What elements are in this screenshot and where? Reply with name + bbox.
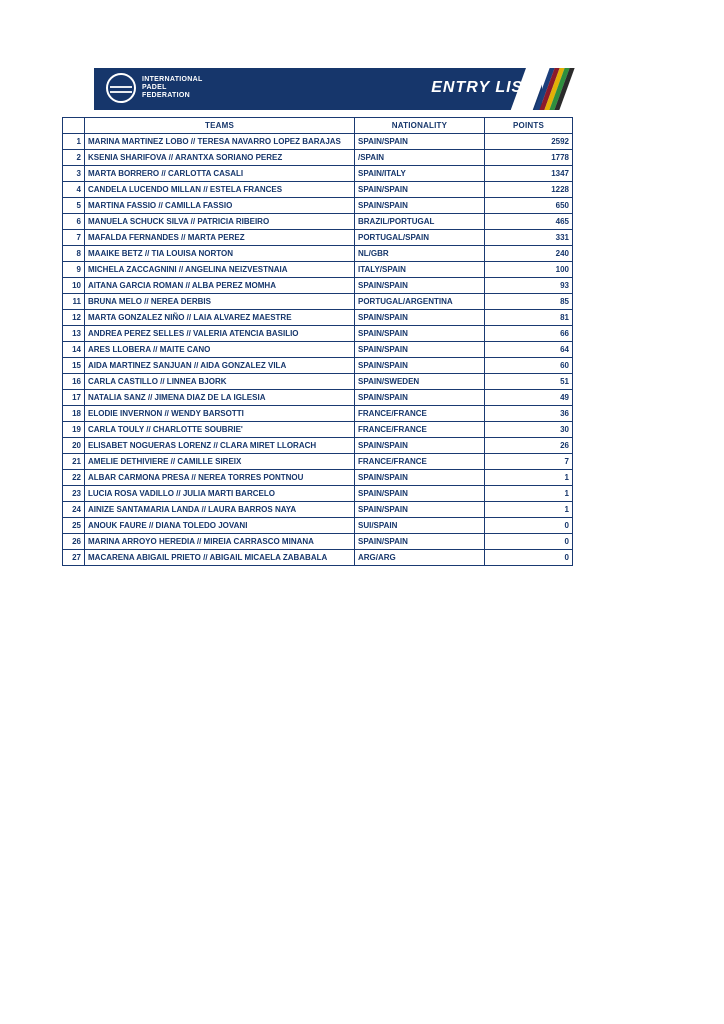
cell-team: MARTINA FASSIO // CAMILLA FASSIO (85, 198, 355, 214)
cell-rank: 11 (63, 294, 85, 310)
logo-line-1: INTERNATIONAL (142, 76, 203, 83)
table-body (63, 134, 573, 566)
cell-team: BRUNA MELO // NEREA DERBIS (85, 294, 355, 310)
cell-points: 51 (485, 374, 573, 390)
cell-nationality: SPAIN/SPAIN (355, 390, 485, 406)
table-row (63, 214, 573, 230)
cell-points: 26 (485, 438, 573, 454)
federation-logo (106, 73, 203, 103)
cell-rank: 7 (63, 230, 85, 246)
cell-points: 0 (485, 534, 573, 550)
cell-nationality: SPAIN/SPAIN (355, 198, 485, 214)
table-row (63, 470, 573, 486)
cell-nationality: SPAIN/SWEDEN (355, 374, 485, 390)
cell-nationality: SPAIN/SPAIN (355, 342, 485, 358)
cell-points: 650 (485, 198, 573, 214)
table-row (63, 374, 573, 390)
cell-rank: 25 (63, 518, 85, 534)
table-row (63, 166, 573, 182)
cell-team: AMELIE DETHIVIERE // CAMILLE SIREIX (85, 454, 355, 470)
cell-team: CARLA TOULY // CHARLOTTE SOUBRIE' (85, 422, 355, 438)
cell-nationality: /SPAIN (355, 150, 485, 166)
table-row (63, 502, 573, 518)
cell-points: 1 (485, 486, 573, 502)
cell-team: NATALIA SANZ // JIMENA DIAZ DE LA IGLESIA (85, 390, 355, 406)
table-row (63, 454, 573, 470)
cell-team: KSENIA SHARIFOVA // ARANTXA SORIANO PEREZ (85, 150, 355, 166)
cell-points: 1778 (485, 150, 573, 166)
cell-team: ALBAR CARMONA PRESA // NEREA TORRES PONTNOU (85, 470, 355, 486)
banner-color-stripes (542, 68, 572, 110)
cell-team: ANOUK FAURE // DIANA TOLEDO JOVANI (85, 518, 355, 534)
cell-team: MARTA BORRERO // CARLOTTA CASALI (85, 166, 355, 182)
cell-nationality: BRAZIL/PORTUGAL (355, 214, 485, 230)
cell-rank: 4 (63, 182, 85, 198)
cell-points: 1 (485, 470, 573, 486)
cell-team: AITANA GARCIA ROMAN // ALBA PEREZ MOMHA (85, 278, 355, 294)
cell-team: MAAIKE BETZ // TIA LOUISA NORTON (85, 246, 355, 262)
column-header-nationality: NATIONALITY (355, 118, 485, 134)
cell-points: 1228 (485, 182, 573, 198)
cell-nationality: FRANCE/FRANCE (355, 422, 485, 438)
globe-icon (106, 73, 136, 103)
cell-points: 331 (485, 230, 573, 246)
cell-points: 240 (485, 246, 573, 262)
cell-rank: 10 (63, 278, 85, 294)
cell-nationality: SPAIN/ITALY (355, 166, 485, 182)
cell-nationality: FRANCE/FRANCE (355, 454, 485, 470)
cell-points: 2592 (485, 134, 573, 150)
logo-line-3: FEDERATION (142, 92, 190, 99)
table-row (63, 134, 573, 150)
cell-nationality: SPAIN/SPAIN (355, 486, 485, 502)
cell-nationality: SPAIN/SPAIN (355, 534, 485, 550)
cell-team: AINIZE SANTAMARIA LANDA // LAURA BARROS NAYA (85, 502, 355, 518)
cell-nationality: ARG/ARG (355, 550, 485, 566)
cell-rank: 3 (63, 166, 85, 182)
table-row (63, 246, 573, 262)
cell-rank: 17 (63, 390, 85, 406)
column-header-rank (63, 118, 85, 134)
cell-nationality: SPAIN/SPAIN (355, 358, 485, 374)
entry-list-table (62, 117, 573, 566)
cell-rank: 24 (63, 502, 85, 518)
table-row (63, 342, 573, 358)
cell-team: ARES LLOBERA // MAITE CANO (85, 342, 355, 358)
cell-nationality: SUI/SPAIN (355, 518, 485, 534)
cell-team: MARINA ARROYO HEREDIA // MIREIA CARRASCO MINANA (85, 534, 355, 550)
column-header-teams: TEAMS (85, 118, 355, 134)
cell-nationality: SPAIN/SPAIN (355, 502, 485, 518)
federation-logo-text (142, 76, 203, 100)
logo-line-2: PADEL (142, 84, 167, 91)
cell-nationality: SPAIN/SPAIN (355, 310, 485, 326)
cell-rank: 19 (63, 422, 85, 438)
table-row (63, 230, 573, 246)
cell-points: 85 (485, 294, 573, 310)
column-header-points: POINTS (485, 118, 573, 134)
cell-team: CARLA CASTILLO // LINNEA BJORK (85, 374, 355, 390)
cell-points: 81 (485, 310, 573, 326)
cell-nationality: PORTUGAL/SPAIN (355, 230, 485, 246)
table-row (63, 262, 573, 278)
cell-points: 0 (485, 518, 573, 534)
cell-points: 1347 (485, 166, 573, 182)
table-row (63, 310, 573, 326)
table-header-row (63, 118, 573, 134)
table-row (63, 278, 573, 294)
cell-team: ANDREA PEREZ SELLES // VALERIA ATENCIA BASILIO (85, 326, 355, 342)
cell-rank: 5 (63, 198, 85, 214)
cell-team: ELISABET NOGUERAS LORENZ // CLARA MIRET LLORACH (85, 438, 355, 454)
cell-nationality: NL/GBR (355, 246, 485, 262)
table-row (63, 198, 573, 214)
cell-rank: 22 (63, 470, 85, 486)
cell-nationality: PORTUGAL/ARGENTINA (355, 294, 485, 310)
cell-nationality: SPAIN/SPAIN (355, 134, 485, 150)
cell-points: 0 (485, 550, 573, 566)
table-row (63, 550, 573, 566)
cell-rank: 27 (63, 550, 85, 566)
table-row (63, 406, 573, 422)
cell-rank: 23 (63, 486, 85, 502)
cell-nationality: SPAIN/SPAIN (355, 326, 485, 342)
table-row (63, 534, 573, 550)
cell-rank: 13 (63, 326, 85, 342)
cell-points: 49 (485, 390, 573, 406)
cell-nationality: SPAIN/SPAIN (355, 182, 485, 198)
cell-nationality: ITALY/SPAIN (355, 262, 485, 278)
cell-rank: 6 (63, 214, 85, 230)
cell-points: 100 (485, 262, 573, 278)
table-row (63, 486, 573, 502)
cell-rank: 16 (63, 374, 85, 390)
cell-rank: 12 (63, 310, 85, 326)
cell-nationality: FRANCE/FRANCE (355, 406, 485, 422)
cell-points: 465 (485, 214, 573, 230)
table-row (63, 182, 573, 198)
cell-rank: 1 (63, 134, 85, 150)
cell-rank: 15 (63, 358, 85, 374)
header-banner (94, 68, 572, 110)
cell-points: 1 (485, 502, 573, 518)
table-row (63, 150, 573, 166)
cell-rank: 21 (63, 454, 85, 470)
page-title: ENTRY LIST (431, 79, 534, 96)
cell-rank: 26 (63, 534, 85, 550)
table-row (63, 294, 573, 310)
table-row (63, 390, 573, 406)
cell-rank: 2 (63, 150, 85, 166)
cell-points: 7 (485, 454, 573, 470)
cell-points: 60 (485, 358, 573, 374)
cell-nationality: SPAIN/SPAIN (355, 438, 485, 454)
table-row (63, 422, 573, 438)
cell-nationality: SPAIN/SPAIN (355, 470, 485, 486)
cell-rank: 20 (63, 438, 85, 454)
cell-rank: 8 (63, 246, 85, 262)
cell-team: MICHELA ZACCAGNINI // ANGELINA NEIZVESTNAIA (85, 262, 355, 278)
cell-rank: 14 (63, 342, 85, 358)
cell-points: 66 (485, 326, 573, 342)
cell-team: MARINA MARTINEZ LOBO // TERESA NAVARRO LOPEZ BARAJAS (85, 134, 355, 150)
cell-nationality: SPAIN/SPAIN (355, 278, 485, 294)
cell-team: LUCIA ROSA VADILLO // JULIA MARTI BARCELO (85, 486, 355, 502)
cell-team: MARTA GONZALEZ NIÑO // LAIA ALVAREZ MAESTRE (85, 310, 355, 326)
cell-team: MACARENA ABIGAIL PRIETO // ABIGAIL MICAELA ZABABALA (85, 550, 355, 566)
cell-team: AIDA MARTINEZ SANJUAN // AIDA GONZALEZ VILA (85, 358, 355, 374)
table-row (63, 518, 573, 534)
table-row (63, 438, 573, 454)
cell-team: CANDELA LUCENDO MILLAN // ESTELA FRANCES (85, 182, 355, 198)
table-row (63, 326, 573, 342)
cell-team: ELODIE INVERNON // WENDY BARSOTTI (85, 406, 355, 422)
cell-points: 93 (485, 278, 573, 294)
cell-points: 36 (485, 406, 573, 422)
cell-rank: 9 (63, 262, 85, 278)
cell-team: MAFALDA FERNANDES // MARTA PEREZ (85, 230, 355, 246)
cell-points: 30 (485, 422, 573, 438)
cell-points: 64 (485, 342, 573, 358)
cell-rank: 18 (63, 406, 85, 422)
cell-team: MANUELA SCHUCK SILVA // PATRICIA RIBEIRO (85, 214, 355, 230)
table-row (63, 358, 573, 374)
